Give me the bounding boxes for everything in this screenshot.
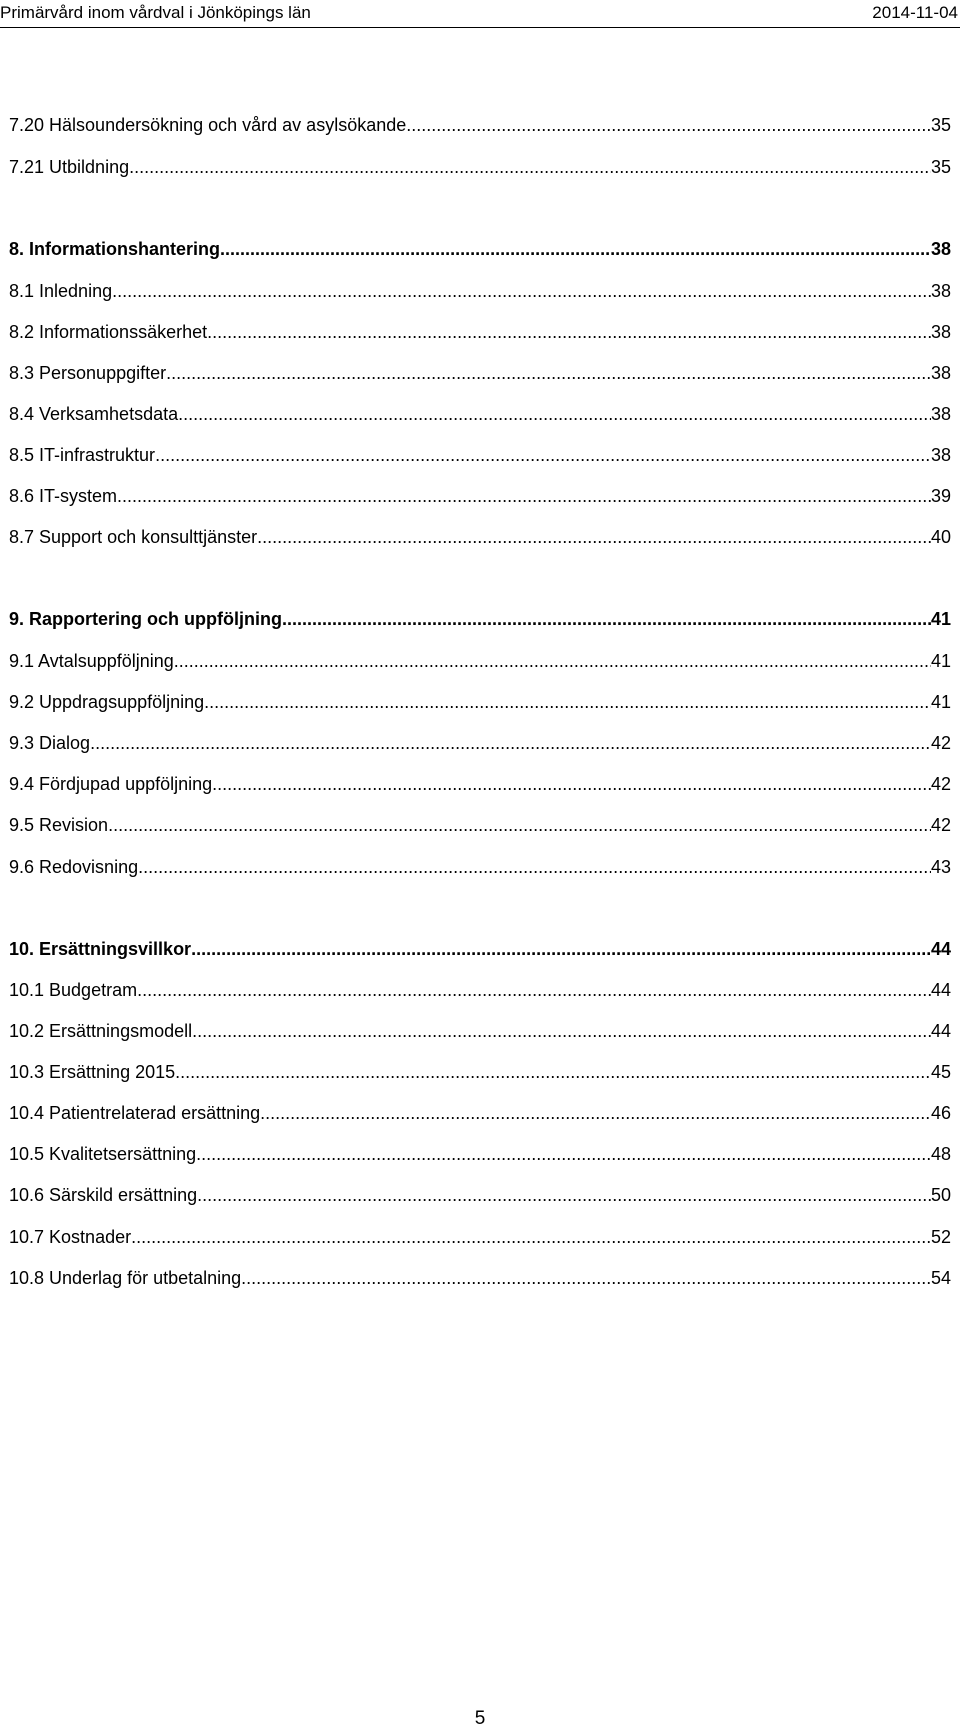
toc-entry-title: 9.6 Redovisning — [9, 857, 139, 877]
toc-entry-title: 8.7 Support och konsulttjänster — [9, 527, 258, 547]
toc-leader-dots — [241, 1268, 931, 1289]
toc-leader-dots — [204, 692, 931, 713]
toc-leader-dots — [166, 363, 931, 384]
toc-entry-title: 9.5 Revision — [9, 815, 109, 835]
toc-entry-title: 8.6 IT-system — [9, 486, 118, 506]
toc-entry[interactable] — [9, 815, 951, 841]
toc-entry-title: 8.4 Verksamhetsdata — [9, 404, 179, 424]
toc-entry-title: 9.3 Dialog — [9, 733, 91, 753]
toc-entry-title: 8.3 Personuppgifter — [9, 363, 167, 383]
toc-entry[interactable] — [9, 322, 951, 348]
toc-leader-dots — [90, 733, 931, 754]
toc-entry-title: 9. Rapportering och uppföljning — [9, 609, 282, 629]
toc-entry[interactable] — [9, 1227, 951, 1253]
toc-entry-title: 10.4 Patientrelaterad ersättning — [9, 1103, 261, 1123]
toc-entry-page: 38 — [930, 239, 951, 259]
header-title: Primärvård inom vårdval i Jönköpings län — [0, 3, 311, 22]
toc-entry-title: 10.3 Ersättning 2015 — [9, 1062, 176, 1082]
toc-entry[interactable] — [9, 1062, 951, 1088]
toc-entry[interactable] — [9, 733, 951, 759]
toc-entry-title: 10.6 Särskild ersättning — [9, 1185, 198, 1205]
toc-leader-dots — [212, 774, 931, 795]
toc-entry-title: 7.21 Utbildning — [9, 157, 130, 177]
toc-entry-page: 43 — [930, 857, 951, 877]
toc-entry-page: 41 — [930, 692, 951, 712]
toc-entry[interactable] — [9, 651, 951, 677]
toc-entry[interactable] — [9, 1021, 951, 1047]
toc-entry[interactable] — [9, 980, 951, 1006]
header-date: 2014-11-04 — [872, 3, 958, 22]
header-divider — [0, 27, 960, 28]
toc-leader-dots — [178, 404, 931, 425]
toc-entry-page: 39 — [930, 486, 951, 506]
toc-entry[interactable] — [9, 404, 951, 430]
toc-entry-title: 10.8 Underlag för utbetalning — [9, 1268, 242, 1288]
toc-entry-page: 44 — [930, 980, 951, 1000]
toc-leader-dots — [192, 1021, 931, 1042]
toc-entry-page: 50 — [930, 1185, 951, 1205]
toc-entry[interactable] — [9, 115, 951, 141]
toc-leader-dots — [108, 815, 931, 836]
toc-entry-page: 44 — [930, 939, 951, 959]
toc-leader-dots — [129, 157, 931, 178]
toc-entry-title: 10.5 Kvalitetsersättning — [9, 1144, 197, 1164]
toc-leader-dots — [155, 445, 931, 466]
toc-leader-dots — [406, 115, 931, 136]
toc-entry-title: 8.5 IT-infrastruktur — [9, 445, 156, 465]
toc-entry-page: 35 — [930, 157, 951, 177]
toc-entry-page: 38 — [930, 281, 951, 301]
toc-entry[interactable] — [9, 363, 951, 389]
toc-entry-page: 38 — [930, 445, 951, 465]
toc-entry[interactable] — [9, 1268, 951, 1294]
toc-entry-title: 10.1 Budgetram — [9, 980, 138, 1000]
toc-leader-dots — [207, 322, 931, 343]
toc-entry[interactable] — [9, 857, 951, 883]
toc-entry-title: 10.2 Ersättningsmodell — [9, 1021, 193, 1041]
toc-entry[interactable] — [9, 1103, 951, 1129]
toc-leader-dots — [220, 239, 931, 260]
toc-entry-page: 42 — [930, 774, 951, 794]
toc-entry-title: 8.2 Informationssäkerhet — [9, 322, 208, 342]
toc-entry[interactable] — [9, 239, 951, 265]
toc-entry-title: 8. Informationshantering — [9, 239, 221, 259]
toc-entry-page: 46 — [930, 1103, 951, 1123]
toc-entry[interactable] — [9, 281, 951, 307]
toc-leader-dots — [131, 1227, 931, 1248]
toc-entry[interactable] — [9, 774, 951, 800]
toc-entry[interactable] — [9, 1185, 951, 1211]
toc-entry-page: 42 — [930, 733, 951, 753]
toc-entry[interactable] — [9, 486, 951, 512]
page-number: 5 — [474, 1708, 486, 1729]
toc-entry-page: 38 — [930, 404, 951, 424]
toc-entry-title: 9.1 Avtalsuppföljning — [9, 651, 174, 671]
toc-entry[interactable] — [9, 445, 951, 471]
toc-entry-page: 44 — [930, 1021, 951, 1041]
toc-leader-dots — [137, 980, 931, 1001]
toc-entry[interactable] — [9, 692, 951, 718]
toc-entry-title: 8.1 Inledning — [9, 281, 113, 301]
toc-entry-page: 38 — [930, 322, 951, 342]
toc-entry[interactable] — [9, 939, 951, 965]
toc-entry[interactable] — [9, 157, 951, 183]
toc-entry-page: 40 — [930, 527, 951, 547]
toc-entry-title: 7.20 Hälsoundersökning och vård av asylsökande — [9, 115, 407, 135]
toc-entry-page: 45 — [930, 1062, 951, 1082]
toc-entry-page: 42 — [930, 815, 951, 835]
toc-leader-dots — [112, 281, 931, 302]
toc-entry-page: 38 — [930, 363, 951, 383]
toc-leader-dots — [191, 939, 931, 960]
toc-entry[interactable] — [9, 1144, 951, 1170]
toc-leader-dots — [196, 1144, 931, 1165]
toc-leader-dots — [174, 651, 931, 672]
toc-leader-dots — [282, 609, 931, 630]
toc-entry-page: 41 — [930, 651, 951, 671]
toc-entry-page: 35 — [930, 115, 951, 135]
toc-leader-dots — [138, 857, 931, 878]
toc-leader-dots — [197, 1185, 931, 1206]
toc-entry-page: 54 — [930, 1268, 951, 1288]
toc-entry[interactable] — [9, 609, 951, 635]
toc-entry-page: 41 — [930, 609, 951, 629]
page-header — [0, 0, 960, 28]
toc-entry[interactable] — [9, 527, 951, 553]
toc-leader-dots — [260, 1103, 931, 1124]
toc-leader-dots — [117, 486, 931, 507]
toc-leader-dots — [175, 1062, 931, 1083]
toc-entry-page: 48 — [930, 1144, 951, 1164]
toc-leader-dots — [257, 527, 931, 548]
toc-entry-title: 10.7 Kostnader — [9, 1227, 132, 1247]
toc-entry-title: 9.4 Fördjupad uppföljning — [9, 774, 213, 794]
toc-entry-page: 52 — [930, 1227, 951, 1247]
toc-entry-title: 9.2 Uppdragsuppföljning — [9, 692, 205, 712]
toc-entry-title: 10. Ersättningsvillkor — [9, 939, 192, 959]
